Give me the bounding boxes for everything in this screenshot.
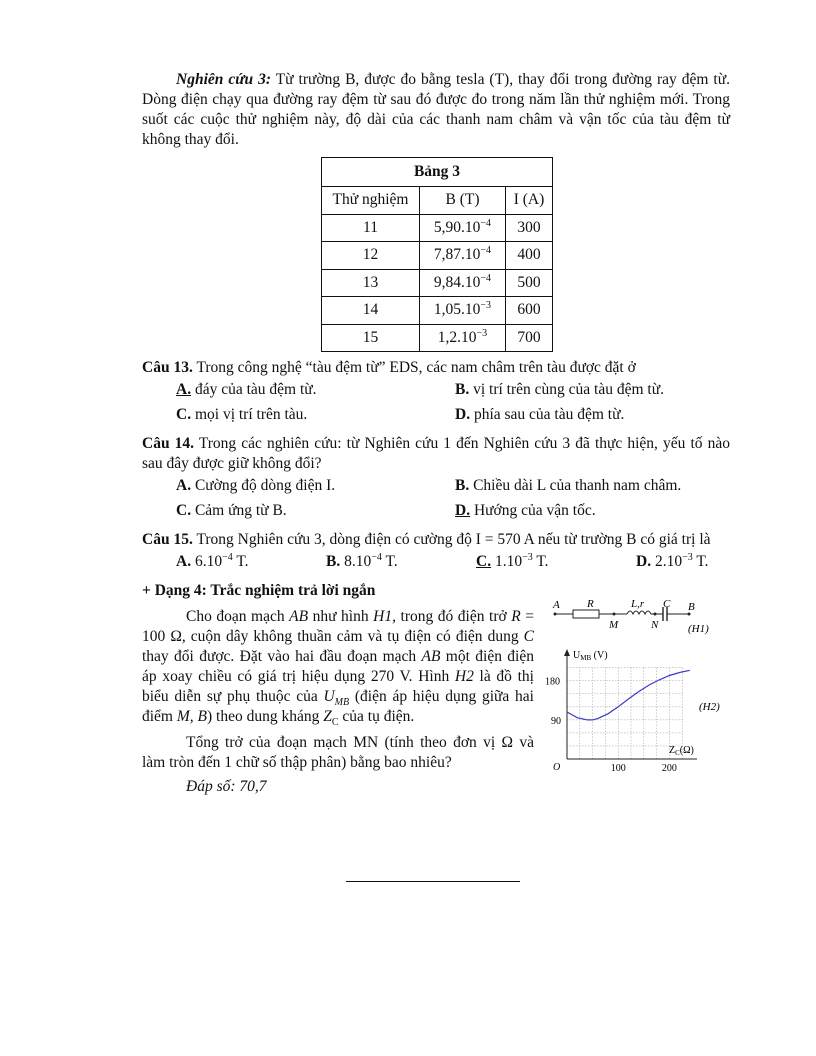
study-3-paragraph xyxy=(142,70,730,150)
cell-b: $1,2.10^{-3}$ xyxy=(420,324,506,352)
node-a xyxy=(554,613,557,616)
umb-curve xyxy=(567,670,690,720)
section-end-rule xyxy=(346,881,520,882)
question-14-label: Câu 14. xyxy=(142,435,195,452)
question-14-options-row-1 xyxy=(142,474,730,499)
option-14-d[interactable]: D. Hướng của vận tốc. xyxy=(455,502,596,519)
option-13-c[interactable]: C. mọi vị trí trên tàu. xyxy=(176,406,308,423)
question-15-text: Trong Nghiên cứu 3, dòng điện có cường độ I = 570 A nếu từ trường B có giá trị là xyxy=(196,531,711,548)
col-header-b: B (T) xyxy=(420,187,506,215)
resistor xyxy=(573,610,599,618)
x-tick-label: 200 xyxy=(661,763,677,774)
cell-i: 300 xyxy=(506,214,553,242)
cell-trial: 11 xyxy=(322,214,420,242)
problem-paragraph: Cho đoạn mạch AB như hình H1, trong đó điện trở R = 100 Ω, cuộn dây không thuần cảm và tụ điện có điện dung C thay đổi được. Đặt vào hai đầu đoạn mạch AB một điện điện áp xoay chiều có giá trị hiệu dụng 270 V. Hình H2 là đồ thị biểu diễn sự phụ thuộc của $U_{MB}$ (điện áp hiệu dụng giữa hai điểm M, B) theo dung kháng $Z_C$ của tụ điện. xyxy=(142,608,534,729)
question-13-options-row-1 xyxy=(142,378,730,403)
y-axis-arrow xyxy=(564,649,570,656)
question-13 xyxy=(142,358,730,378)
option-13-a[interactable]: A. đáy của tàu đệm từ. xyxy=(176,381,317,398)
x-tick-label: 100 xyxy=(610,763,626,774)
label-r: R xyxy=(587,598,594,610)
cell-i: 500 xyxy=(506,269,553,297)
option-14-c[interactable]: C. Cảm ứng từ B. xyxy=(176,502,287,519)
option-15-a[interactable]: A. $6.10^{-4}$ T. xyxy=(176,552,249,570)
question-15 xyxy=(142,530,730,550)
inductor-coil xyxy=(627,611,651,614)
label-b: B xyxy=(688,601,695,613)
node-m xyxy=(613,613,616,616)
answer-text: Đáp số: 70,7 xyxy=(186,778,267,795)
label-n: N xyxy=(651,619,659,631)
question-14-text: Trong các nghiên cứu: từ Nghiên cứu 1 đến Nghiên cứu 3 đã thực hiện, yếu tố nào sau đây được giữ không đổi? xyxy=(142,435,730,472)
option-15-c[interactable]: C. $1.10^{-3}$ T. xyxy=(476,552,549,570)
question-15-label: Câu 15. xyxy=(142,531,193,548)
question-15-options xyxy=(142,550,730,575)
y-axis-label: $U_{MB}$ (V) xyxy=(573,650,608,662)
table-row xyxy=(322,324,553,352)
cell-trial: 12 xyxy=(322,242,420,270)
table-row xyxy=(322,297,553,325)
cell-i: 600 xyxy=(506,297,553,325)
option-14-b[interactable]: B. Chiều dài L của thanh nam châm. xyxy=(455,477,682,494)
question-14-options-row-2 xyxy=(142,499,730,524)
x-axis-label: $Z_C(\Omega)$ xyxy=(669,745,694,757)
study-3-heading: Nghiên cứu 3: xyxy=(176,71,272,88)
y-tick-label: 90 xyxy=(551,715,561,727)
cell-i: 400 xyxy=(506,242,553,270)
y-tick-label: 180 xyxy=(545,676,560,688)
table-title: Bảng 3 xyxy=(322,158,553,187)
cell-i: 700 xyxy=(506,324,553,352)
option-15-d[interactable]: D. $2.10^{-3}$ T. xyxy=(636,552,709,570)
table-row xyxy=(322,242,553,270)
option-13-b[interactable]: B. vị trí trên cùng của tàu đệm từ. xyxy=(455,381,664,398)
table-header-row xyxy=(322,187,553,215)
node-b xyxy=(688,613,691,616)
option-14-a[interactable]: A. Cường độ dòng điện I. xyxy=(176,477,336,494)
cell-b: $7,87.10^{-4}$ xyxy=(420,242,506,270)
node-n xyxy=(654,613,657,616)
figure-label-h1: (H1) xyxy=(688,623,709,635)
section-4-heading: + Dạng 4: Trắc nghiệm trả lời ngắn xyxy=(142,582,376,599)
document-page xyxy=(142,70,730,847)
table-row xyxy=(322,269,553,297)
label-a: A xyxy=(553,599,560,611)
circuit-diagram xyxy=(547,598,717,646)
label-lr: L,r xyxy=(631,598,645,610)
figure-label-h2: (H2) xyxy=(699,701,720,713)
option-13-d[interactable]: D. phía sau của tàu đệm từ. xyxy=(455,406,625,423)
col-header-trial: Thử nghiệm xyxy=(322,187,420,215)
origin-label: O xyxy=(553,762,561,773)
study-3-text: Từ trường B, được đo bằng tesla (T), thay đổi trong đường ray đệm từ. Dòng điện chạy qua đường ray đệm từ sau đó được đo trong năm lần thử nghiệm mới. Trong suốt các cuộc thử nghiệm này, độ dài của các thanh nam châm và vận tốc của tàu đệm từ không thay đổi. xyxy=(142,71,730,148)
cell-trial: 14 xyxy=(322,297,420,325)
question-13-options-row-2 xyxy=(142,403,730,428)
table-row xyxy=(322,214,553,242)
question-14 xyxy=(142,434,730,474)
section-4-body xyxy=(142,598,730,847)
question-13-label: Câu 13. xyxy=(142,359,193,376)
option-15-b[interactable]: B. $8.10^{-4}$ T. xyxy=(326,552,398,570)
cell-b: $5,90.10^{-4}$ xyxy=(420,214,506,242)
graph-umb-vs-zc xyxy=(537,646,727,781)
table-3 xyxy=(321,157,553,352)
question-paragraph: Tổng trở của đoạn mạch MN (tính theo đơn vị Ω và làm tròn đến 1 chữ số thập phân) bằng bao nhiêu? xyxy=(142,734,534,771)
cell-trial: 13 xyxy=(322,269,420,297)
grid-lines xyxy=(567,668,682,759)
cell-b: $1,05.10^{-3}$ xyxy=(420,297,506,325)
label-c: C xyxy=(663,598,671,610)
question-13-text: Trong công nghệ “tàu đệm từ” EDS, các nam châm trên tàu được đặt ở xyxy=(196,359,636,376)
cell-b: $9,84.10^{-4}$ xyxy=(420,269,506,297)
label-m: M xyxy=(609,619,619,631)
cell-trial: 15 xyxy=(322,324,420,352)
col-header-i: I (A) xyxy=(506,187,553,215)
